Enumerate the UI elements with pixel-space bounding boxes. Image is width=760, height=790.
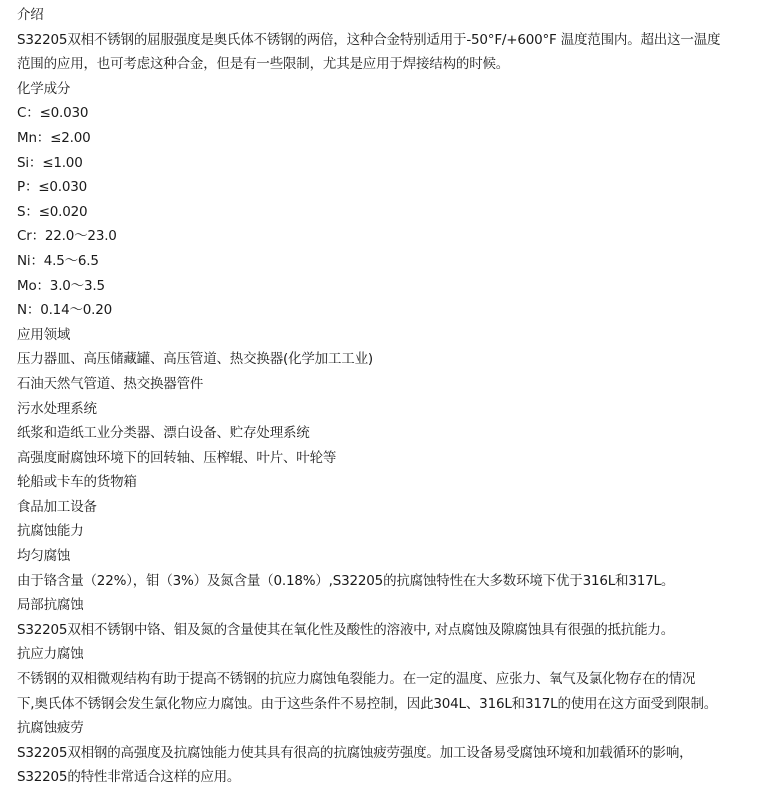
application-item-4: 纸浆和造纸工业分类器、漂白设备、贮存处理系统: [17, 425, 310, 442]
corrosion-heading: 抗腐蚀能力: [17, 523, 84, 540]
fatigue-corrosion-line-2: S32205的特性非常适合这样的应用。: [17, 769, 241, 786]
applications-heading: 应用领域: [17, 326, 71, 343]
uniform-corrosion-text: 由于铬含量（22%），钼（3%）及氮含量（0.18%）,S32205的抗腐蚀特性在大多数环境下优于316L和317L。: [17, 572, 675, 589]
intro-line-2: 范围的应用，也可考虑这种合金，但是有一些限制，尤其是应用于焊接结构的时候。: [17, 56, 510, 73]
application-item-6: 轮船或卡车的货物箱: [17, 474, 137, 491]
chemistry-item-ni: Ni：4.5～6.5: [17, 252, 99, 269]
uniform-corrosion-heading: 均匀腐蚀: [17, 548, 71, 565]
chemistry-item-c: C：≤0.030: [17, 105, 89, 122]
stress-corrosion-heading: 抗应力腐蚀: [17, 646, 84, 663]
intro-heading: 介绍: [17, 7, 44, 23]
chemistry-item-cr: Cr：22.0～23.0: [17, 228, 117, 245]
chemistry-item-n: N：0.14～0.20: [17, 302, 113, 319]
chemistry-item-mo: Mo：3.0～3.5: [17, 277, 105, 294]
chemistry-item-si: Si：≤1.00: [17, 154, 83, 171]
localized-corrosion-text: S32205双相不锈钢中铬、钼及氮的含量使其在氧化性及酸性的溶液中, 对点腐蚀及隙腐蚀具有很强的抵抗能力。: [17, 621, 674, 638]
application-item-3: 污水处理系统: [17, 400, 97, 417]
chemistry-heading: 化学成分: [17, 80, 71, 97]
application-item-5: 高强度耐腐蚀环境下的回转轴、压榨辊、叶片、叶轮等: [17, 449, 337, 466]
intro-line-1: S32205双相不锈钢的屈服强度是奥氏体不锈钢的两倍，这种合金特别适用于-50°F/+600°F 温度范围内。超出这一温度: [17, 31, 721, 48]
chemistry-item-mn: Mn：≤2.00: [17, 129, 91, 146]
stress-corrosion-line-1: 不锈钢的双相微观结构有助于提高不锈钢的抗应力腐蚀龟裂能力。在一定的温度、应张力、氧气及氯化物存在的情况: [17, 671, 696, 688]
application-item-1: 压力器皿、高压储藏罐、高压管道、热交换器(化学加工工业): [17, 351, 373, 368]
chemistry-item-s: S：≤0.020: [17, 203, 88, 220]
chemistry-item-p: P：≤0.030: [17, 179, 88, 196]
localized-corrosion-heading: 局部抗腐蚀: [17, 597, 84, 614]
stress-corrosion-line-2: 下,奥氏体不锈钢会发生氯化物应力腐蚀。由于这些条件不易控制，因此304L、316L和317L的使用在这方面受到限制。: [17, 695, 718, 712]
application-item-7: 食品加工设备: [17, 498, 97, 515]
fatigue-corrosion-line-1: S32205双相钢的高强度及抗腐蚀能力使其具有很高的抗腐蚀疲劳强度。加工设备易受腐蚀环境和加载循环的影响，: [17, 744, 693, 761]
fatigue-corrosion-heading: 抗腐蚀疲劳: [17, 720, 84, 737]
application-item-2: 石油天然气管道、热交换器管件: [17, 375, 204, 392]
